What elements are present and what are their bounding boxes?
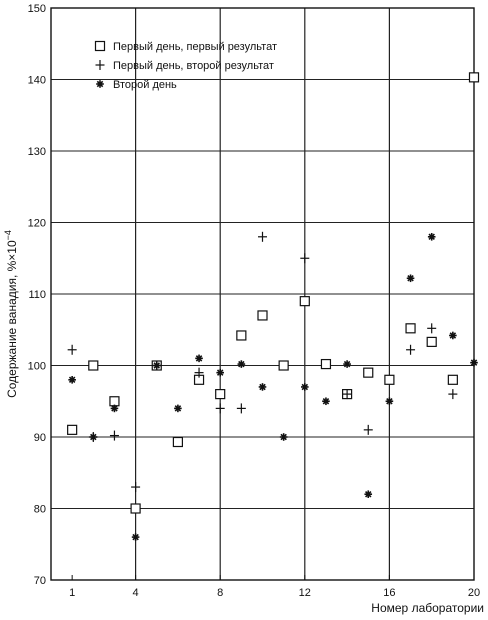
star-point <box>111 405 119 413</box>
y-axis-ticks <box>28 3 46 587</box>
star-point <box>90 433 98 441</box>
grid-lines <box>51 8 474 580</box>
star-point <box>259 383 267 391</box>
y-tick-label: 70 <box>33 575 46 587</box>
star-point <box>280 433 288 441</box>
plus-point <box>216 403 225 413</box>
star-point <box>343 360 351 368</box>
star-point <box>216 369 224 377</box>
plus-point <box>258 232 267 242</box>
legend-label: Первый день, второй результат <box>113 60 274 72</box>
x-tick-label: 8 <box>217 587 224 599</box>
square-point <box>364 368 373 377</box>
data-points <box>68 73 479 541</box>
square-point <box>237 331 246 340</box>
y-axis-label-exponent: −4 <box>3 230 13 241</box>
legend-label: Первый день, первый результат <box>113 41 277 53</box>
y-tick-label: 100 <box>27 360 46 373</box>
square-point <box>131 504 140 513</box>
star-point <box>153 362 161 370</box>
legend-star-point-icon <box>96 80 104 88</box>
star-point <box>386 397 394 405</box>
star-point <box>322 397 330 405</box>
star-point <box>449 332 457 340</box>
plus-point <box>68 345 77 355</box>
square-point <box>427 337 436 346</box>
y-axis-label-text: Содержание ванадия, %×10 <box>5 240 19 398</box>
x-tick-label: 16 <box>383 587 396 599</box>
x-tick-label: 4 <box>132 587 139 599</box>
y-tick-label: 130 <box>27 146 46 158</box>
star-point <box>68 376 76 384</box>
square-point <box>110 397 119 406</box>
y-tick-label: 80 <box>33 503 46 516</box>
star-point <box>470 359 478 367</box>
square-point <box>68 425 77 434</box>
y-tick-label: 140 <box>27 74 46 87</box>
plus-point <box>364 425 373 435</box>
star-point <box>132 533 140 541</box>
y-tick-label: 150 <box>27 3 46 15</box>
square-point <box>470 73 479 82</box>
square-point <box>300 297 309 306</box>
legend-square-point-icon <box>96 42 105 51</box>
square-point <box>279 361 288 370</box>
y-tick-label: 120 <box>27 217 46 230</box>
y-tick-label: 110 <box>28 289 46 301</box>
square-point <box>448 375 457 384</box>
square-point <box>173 438 182 447</box>
star-point <box>364 490 372 498</box>
square-point <box>321 360 330 369</box>
plus-point <box>237 403 246 413</box>
plus-point <box>448 389 457 399</box>
square-point <box>385 375 394 384</box>
square-point <box>216 390 225 399</box>
x-tick-label: 1 <box>69 587 76 599</box>
plus-point <box>300 253 309 263</box>
star-point <box>174 405 182 413</box>
x-axis-label: Номер лаборатории <box>371 601 484 615</box>
legend-label: Второй день <box>113 79 177 91</box>
plus-point <box>406 345 415 355</box>
legend <box>96 41 277 91</box>
star-point <box>301 383 309 391</box>
square-point <box>89 361 98 370</box>
plus-point <box>110 431 119 441</box>
y-tick-label: 90 <box>33 432 46 444</box>
square-point <box>258 311 267 320</box>
x-tick-label: 12 <box>298 587 311 599</box>
star-point <box>407 274 415 282</box>
legend-plus-point-icon <box>96 60 105 70</box>
plus-point <box>131 482 140 492</box>
star-point <box>195 355 203 363</box>
star-point <box>238 360 246 368</box>
star-point <box>428 233 436 241</box>
x-tick-label: 20 <box>467 587 481 599</box>
plus-point <box>427 323 436 333</box>
x-axis-ticks <box>69 575 480 599</box>
square-point <box>406 324 415 333</box>
y-axis-label <box>3 230 19 398</box>
